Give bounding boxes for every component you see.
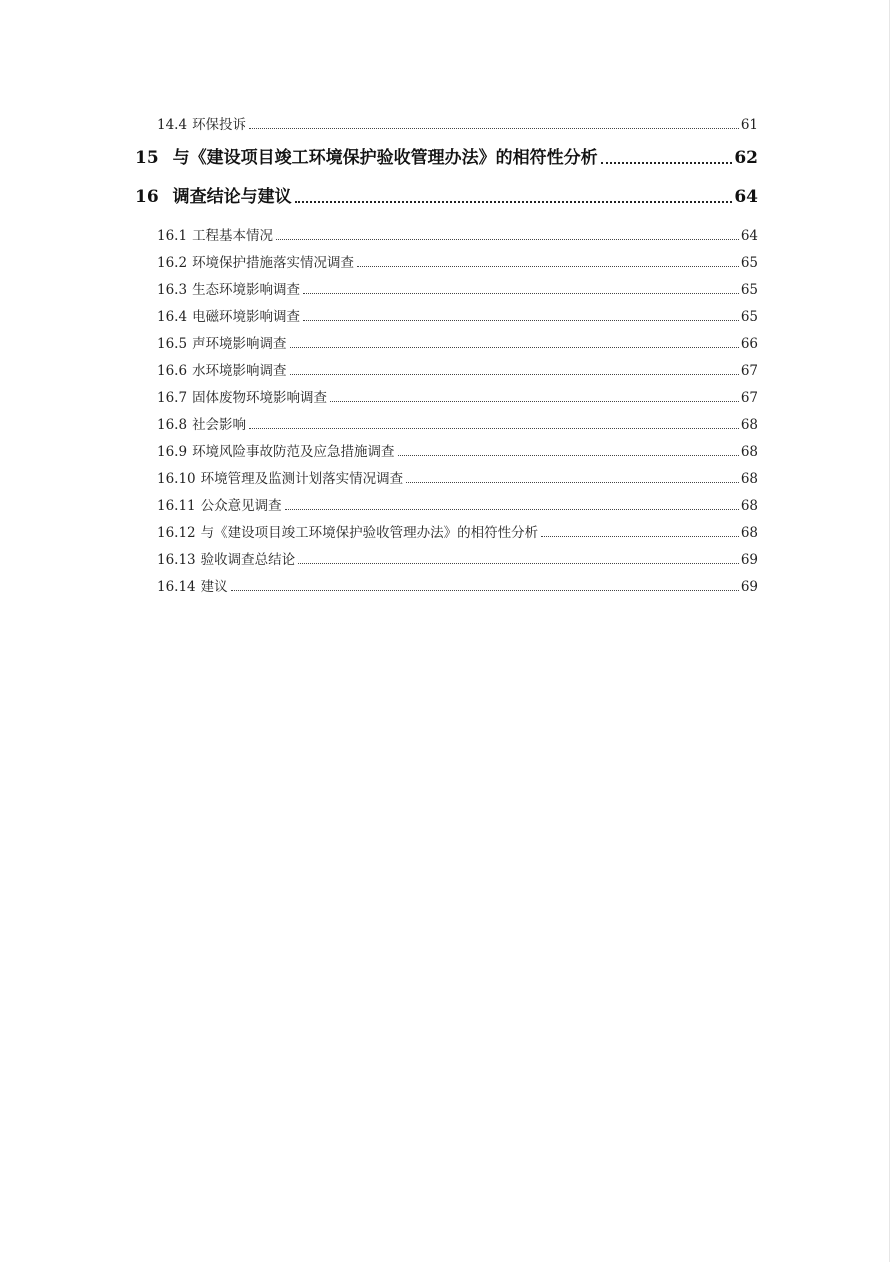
toc-dot-leader bbox=[303, 293, 739, 294]
toc-entry-title: 与《建设项目竣工环境保护验收管理办法》的相符性分析 bbox=[172, 148, 598, 168]
toc-entry-number: 16.2 bbox=[157, 255, 188, 271]
toc-entry-14-4[interactable] bbox=[157, 116, 758, 134]
toc-entry-number: 16.7 bbox=[157, 390, 188, 406]
toc-entry-title: 水环境影响调查 bbox=[192, 363, 287, 379]
toc-entry-title: 生态环境影响调查 bbox=[192, 282, 301, 298]
toc-entry-number: 14.4 bbox=[157, 117, 188, 133]
toc-entry-number: 16.1 bbox=[157, 228, 188, 244]
toc-entry-title: 环境管理及监测计划落实情况调查 bbox=[200, 471, 404, 487]
toc-dot-leader bbox=[231, 590, 739, 591]
toc-entry-number: 16.6 bbox=[157, 363, 188, 379]
toc-entry-title: 声环境影响调查 bbox=[192, 336, 287, 352]
toc-entry-16-11[interactable] bbox=[157, 497, 758, 515]
toc-dot-leader bbox=[541, 536, 739, 537]
toc-entry-16-12[interactable] bbox=[157, 524, 758, 542]
toc-entry-page: 69 bbox=[740, 552, 758, 568]
toc-entry-16-7[interactable] bbox=[157, 389, 758, 407]
toc-dot-leader bbox=[295, 201, 733, 203]
toc-entry-number: 16.13 bbox=[157, 552, 196, 568]
toc-entry-number: 16.10 bbox=[157, 471, 196, 487]
toc-dot-leader bbox=[285, 509, 739, 510]
toc-entry-page: 68 bbox=[740, 444, 758, 460]
toc-entry-title: 环保投诉 bbox=[192, 117, 247, 133]
toc-entry-page: 65 bbox=[740, 255, 758, 271]
toc-entry-page: 68 bbox=[740, 417, 758, 433]
page-edge-line bbox=[889, 0, 890, 1262]
toc-entry-number: 16.4 bbox=[157, 309, 188, 325]
toc-dot-leader bbox=[290, 374, 739, 375]
toc-entry-page: 64 bbox=[734, 187, 758, 207]
toc-entry-number: 16.9 bbox=[157, 444, 188, 460]
toc-entry-16-6[interactable] bbox=[157, 362, 758, 380]
toc-dot-leader bbox=[330, 401, 739, 402]
toc-dot-leader bbox=[406, 482, 739, 483]
toc-dot-leader bbox=[298, 563, 739, 564]
toc-entry-title: 建议 bbox=[200, 579, 228, 595]
toc-entry-page: 66 bbox=[740, 336, 758, 352]
toc-entry-page: 68 bbox=[740, 525, 758, 541]
toc-dot-leader bbox=[276, 239, 739, 240]
toc-entry-title: 工程基本情况 bbox=[192, 228, 274, 244]
toc-entry-title: 调查结论与建议 bbox=[172, 187, 292, 207]
toc-entry-15[interactable] bbox=[135, 146, 758, 170]
toc-entry-number: 16.3 bbox=[157, 282, 188, 298]
toc-entry-16-14[interactable] bbox=[157, 578, 758, 596]
toc-entry-page: 64 bbox=[740, 228, 758, 244]
toc-dot-leader bbox=[303, 320, 739, 321]
toc-entry-16-4[interactable] bbox=[157, 308, 758, 326]
toc-entry-number: 16.11 bbox=[157, 498, 196, 514]
toc-dot-leader bbox=[290, 347, 739, 348]
toc-entry-page: 65 bbox=[740, 309, 758, 325]
toc-entry-title: 与《建设项目竣工环境保护验收管理办法》的相符性分析 bbox=[200, 525, 539, 541]
toc-entry-page: 68 bbox=[740, 498, 758, 514]
toc-entry-16-13[interactable] bbox=[157, 551, 758, 569]
toc-entry-title: 固体废物环境影响调查 bbox=[192, 390, 328, 406]
toc-dot-leader bbox=[249, 428, 739, 429]
toc-entry-page: 62 bbox=[734, 148, 758, 168]
toc-entry-16-2[interactable] bbox=[157, 254, 758, 272]
toc-entry-number: 16.5 bbox=[157, 336, 188, 352]
toc-entry-number: 16.14 bbox=[157, 579, 196, 595]
toc-entry-page: 65 bbox=[740, 282, 758, 298]
toc-entry-16-1[interactable] bbox=[157, 227, 758, 245]
toc-entry-16[interactable] bbox=[135, 185, 758, 209]
toc-entry-page: 68 bbox=[740, 471, 758, 487]
toc-entry-number: 16 bbox=[135, 187, 159, 207]
toc-entry-number: 16.12 bbox=[157, 525, 196, 541]
toc-entry-title: 环境风险事故防范及应急措施调查 bbox=[192, 444, 395, 460]
toc-dot-leader bbox=[249, 128, 739, 129]
toc-entry-number: 16.8 bbox=[157, 417, 188, 433]
toc-entry-title: 电磁环境影响调查 bbox=[192, 309, 301, 325]
toc-entry-title: 社会影响 bbox=[192, 417, 247, 433]
toc-entry-title: 环境保护措施落实情况调查 bbox=[192, 255, 355, 271]
toc-entry-title: 验收调查总结论 bbox=[200, 552, 296, 568]
toc-entry-16-5[interactable] bbox=[157, 335, 758, 353]
toc-entry-title: 公众意见调查 bbox=[200, 498, 282, 514]
toc-entry-page: 69 bbox=[740, 579, 758, 595]
toc-entry-page: 67 bbox=[740, 390, 758, 406]
toc-entry-page: 61 bbox=[740, 117, 758, 133]
toc-dot-leader bbox=[398, 455, 739, 456]
toc-entry-page: 67 bbox=[740, 363, 758, 379]
toc-entry-number: 15 bbox=[135, 148, 159, 168]
toc-entry-16-10[interactable] bbox=[157, 470, 758, 488]
toc-entry-16-9[interactable] bbox=[157, 443, 758, 461]
toc-dot-leader bbox=[601, 162, 733, 164]
toc-entry-16-3[interactable] bbox=[157, 281, 758, 299]
toc-dot-leader bbox=[357, 266, 739, 267]
toc-entry-16-8[interactable] bbox=[157, 416, 758, 434]
